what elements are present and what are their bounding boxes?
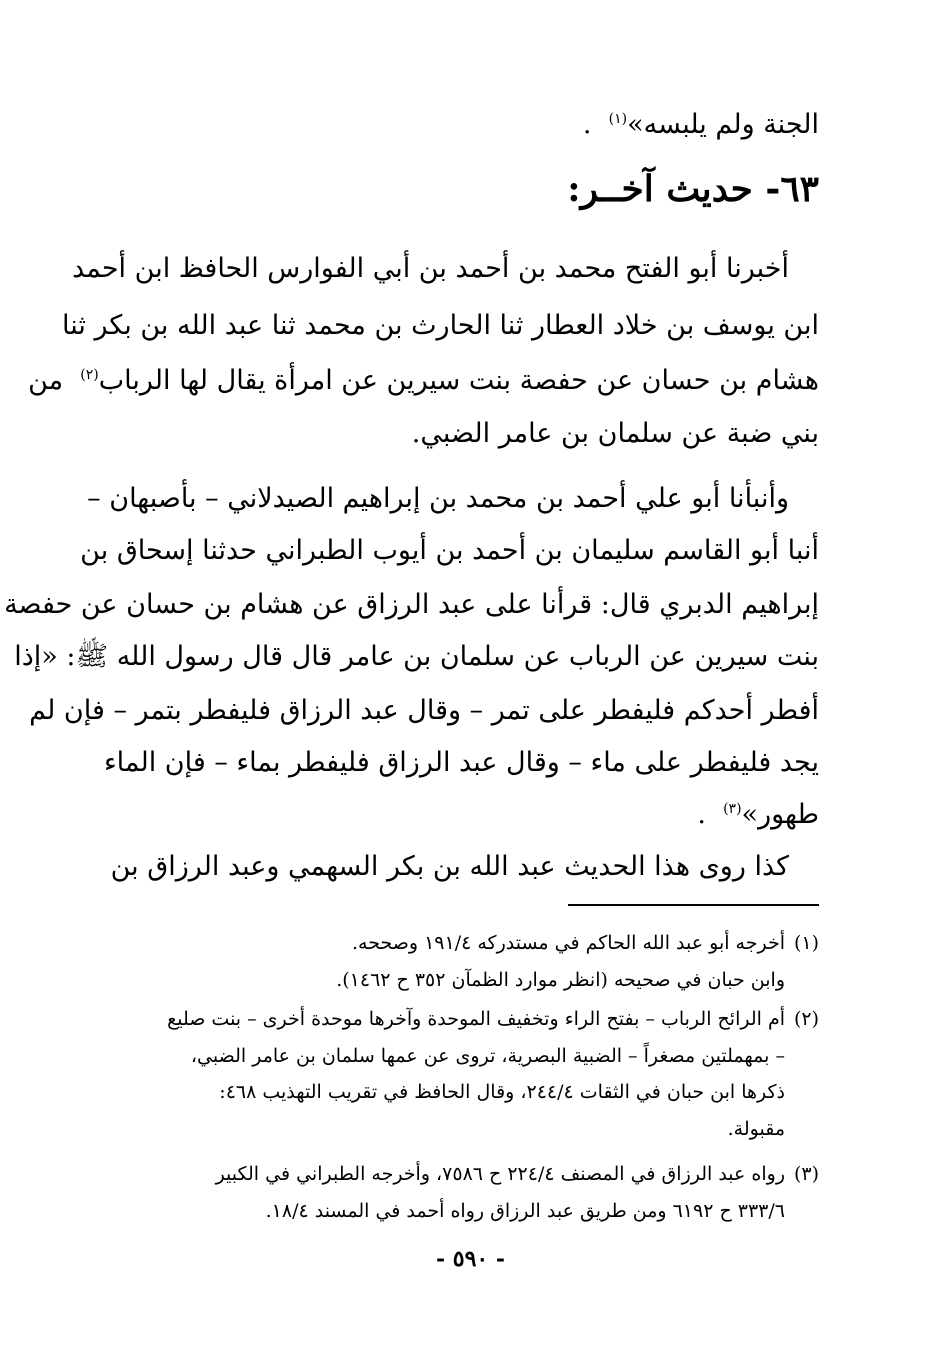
para1-line-3 [28,352,819,410]
para2-line-7 [697,786,819,844]
para2-line-6: يجد فليفطر على ماء – وقال عبد الرزاق فليفطر بماء – فإن الماء [103,747,819,778]
footnote-1-number: (١) [793,932,819,954]
footnote-2-line-1 [167,1001,819,1037]
para2-line-5: أفطر أحدكم فليفطر على تمر – وقال عبد الرزاق فليفطر بتمر – فإن لم [29,695,819,726]
footnote-3-text: رواه عبد الرزاق في المصنف ٢٢٤/٤ ح ٧٥٨٦، وأخرجه الطبراني في الكبير [215,1163,785,1185]
footnote-1-line-2: وابن حبان في صحيحه (انظر موارد الظمآن ٣٥٢ ح ١٤٦٢). [336,969,785,991]
footnote-ref-3: (٣) [723,801,742,817]
continuation-text: الجنة ولم يلبسه» [627,109,819,140]
para2-line-7-text: طهور» [741,799,819,830]
para2-line-3: إبراهيم الدبري قال: قرأنا على عبد الرزاق عن هشام بن حسان عن حفصة [4,589,819,620]
footnote-3-line-1 [216,1156,819,1192]
para2-line-4: بنت سيرين عن الرباب عن سلمان بن عامر قال قال رسول الله ﷺ: «إذا [14,641,819,672]
section-heading: ٦٣- حديث آخــر: [567,168,819,210]
para2-line-1: وأنبأنا أبو علي أحمد بن محمد بن إبراهيم الصيدلاني – بأصبهان – [87,483,789,514]
continuation-line [583,96,819,154]
footnote-2-line-3: ذكرها ابن حبان في الثقات ٢٤٤/٤، وقال الحافظ في تقريب التهذيب ٤٦٨: [219,1081,785,1103]
footnote-ref-2: (٢) [80,367,99,383]
footnote-2-line-4: مقبولة. [727,1118,785,1140]
footnote-2-line-2: – بمهملتين مصغراً – الضبية البصرية، تروى عن عمها سلمان بن عامر الضبي، [190,1045,785,1067]
footnote-1-text: أخرجه أبو عبد الله الحاكم في مستدركه ١٩١/٤ وصححه. [351,932,785,954]
footnote-3-line-2: ٣٣٣/٦ ح ٦١٩٢ ومن طريق عبد الرزاق رواه أحمد في المسند ١٨/٤. [265,1200,785,1222]
para1-line-3-text: هشام بن حسان عن حفصة بنت سيرين عن امرأة يقال لها الرباب [98,365,819,396]
footnote-2-number: (٢) [793,1008,819,1030]
para2-line-2: أنبا أبو القاسم سليمان بن أحمد بن أيوب الطبراني حدثنا إسحاق بن [80,535,819,566]
footnote-2-text: أم الرائح الرباب – بفتح الراء وتخفيف الموحدة وآخرها موحدة أخرى – بنت صليع [167,1008,785,1030]
footnote-3-number: (٣) [793,1163,819,1185]
footnote-1-line-1 [352,925,819,961]
para3-line-1: كذا روى هذا الحديث عبد الله بن بكر السهمي وعبد الرزاق بن [110,851,789,882]
para2-line-7-end: . [697,799,706,830]
para1-line-4: بني ضبة عن سلمان بن عامر الضبي. [411,418,819,449]
continuation-end: . [582,109,592,140]
para1-line-1: أخبرنا أبو الفتح محمد بن أحمد بن أبي الفوارس الحافظ ابن أحمد [72,253,789,284]
para1-line-3-end: من [28,365,64,396]
page-number: - ٥٩٠ - [435,1246,506,1272]
footnote-separator [568,904,819,906]
para1-line-2: ابن يوسف بن خلاد العطار ثنا الحارث بن محمد ثنا عبد الله بن بكر ثنا [61,310,819,341]
footnote-ref-1: (١) [608,111,628,127]
